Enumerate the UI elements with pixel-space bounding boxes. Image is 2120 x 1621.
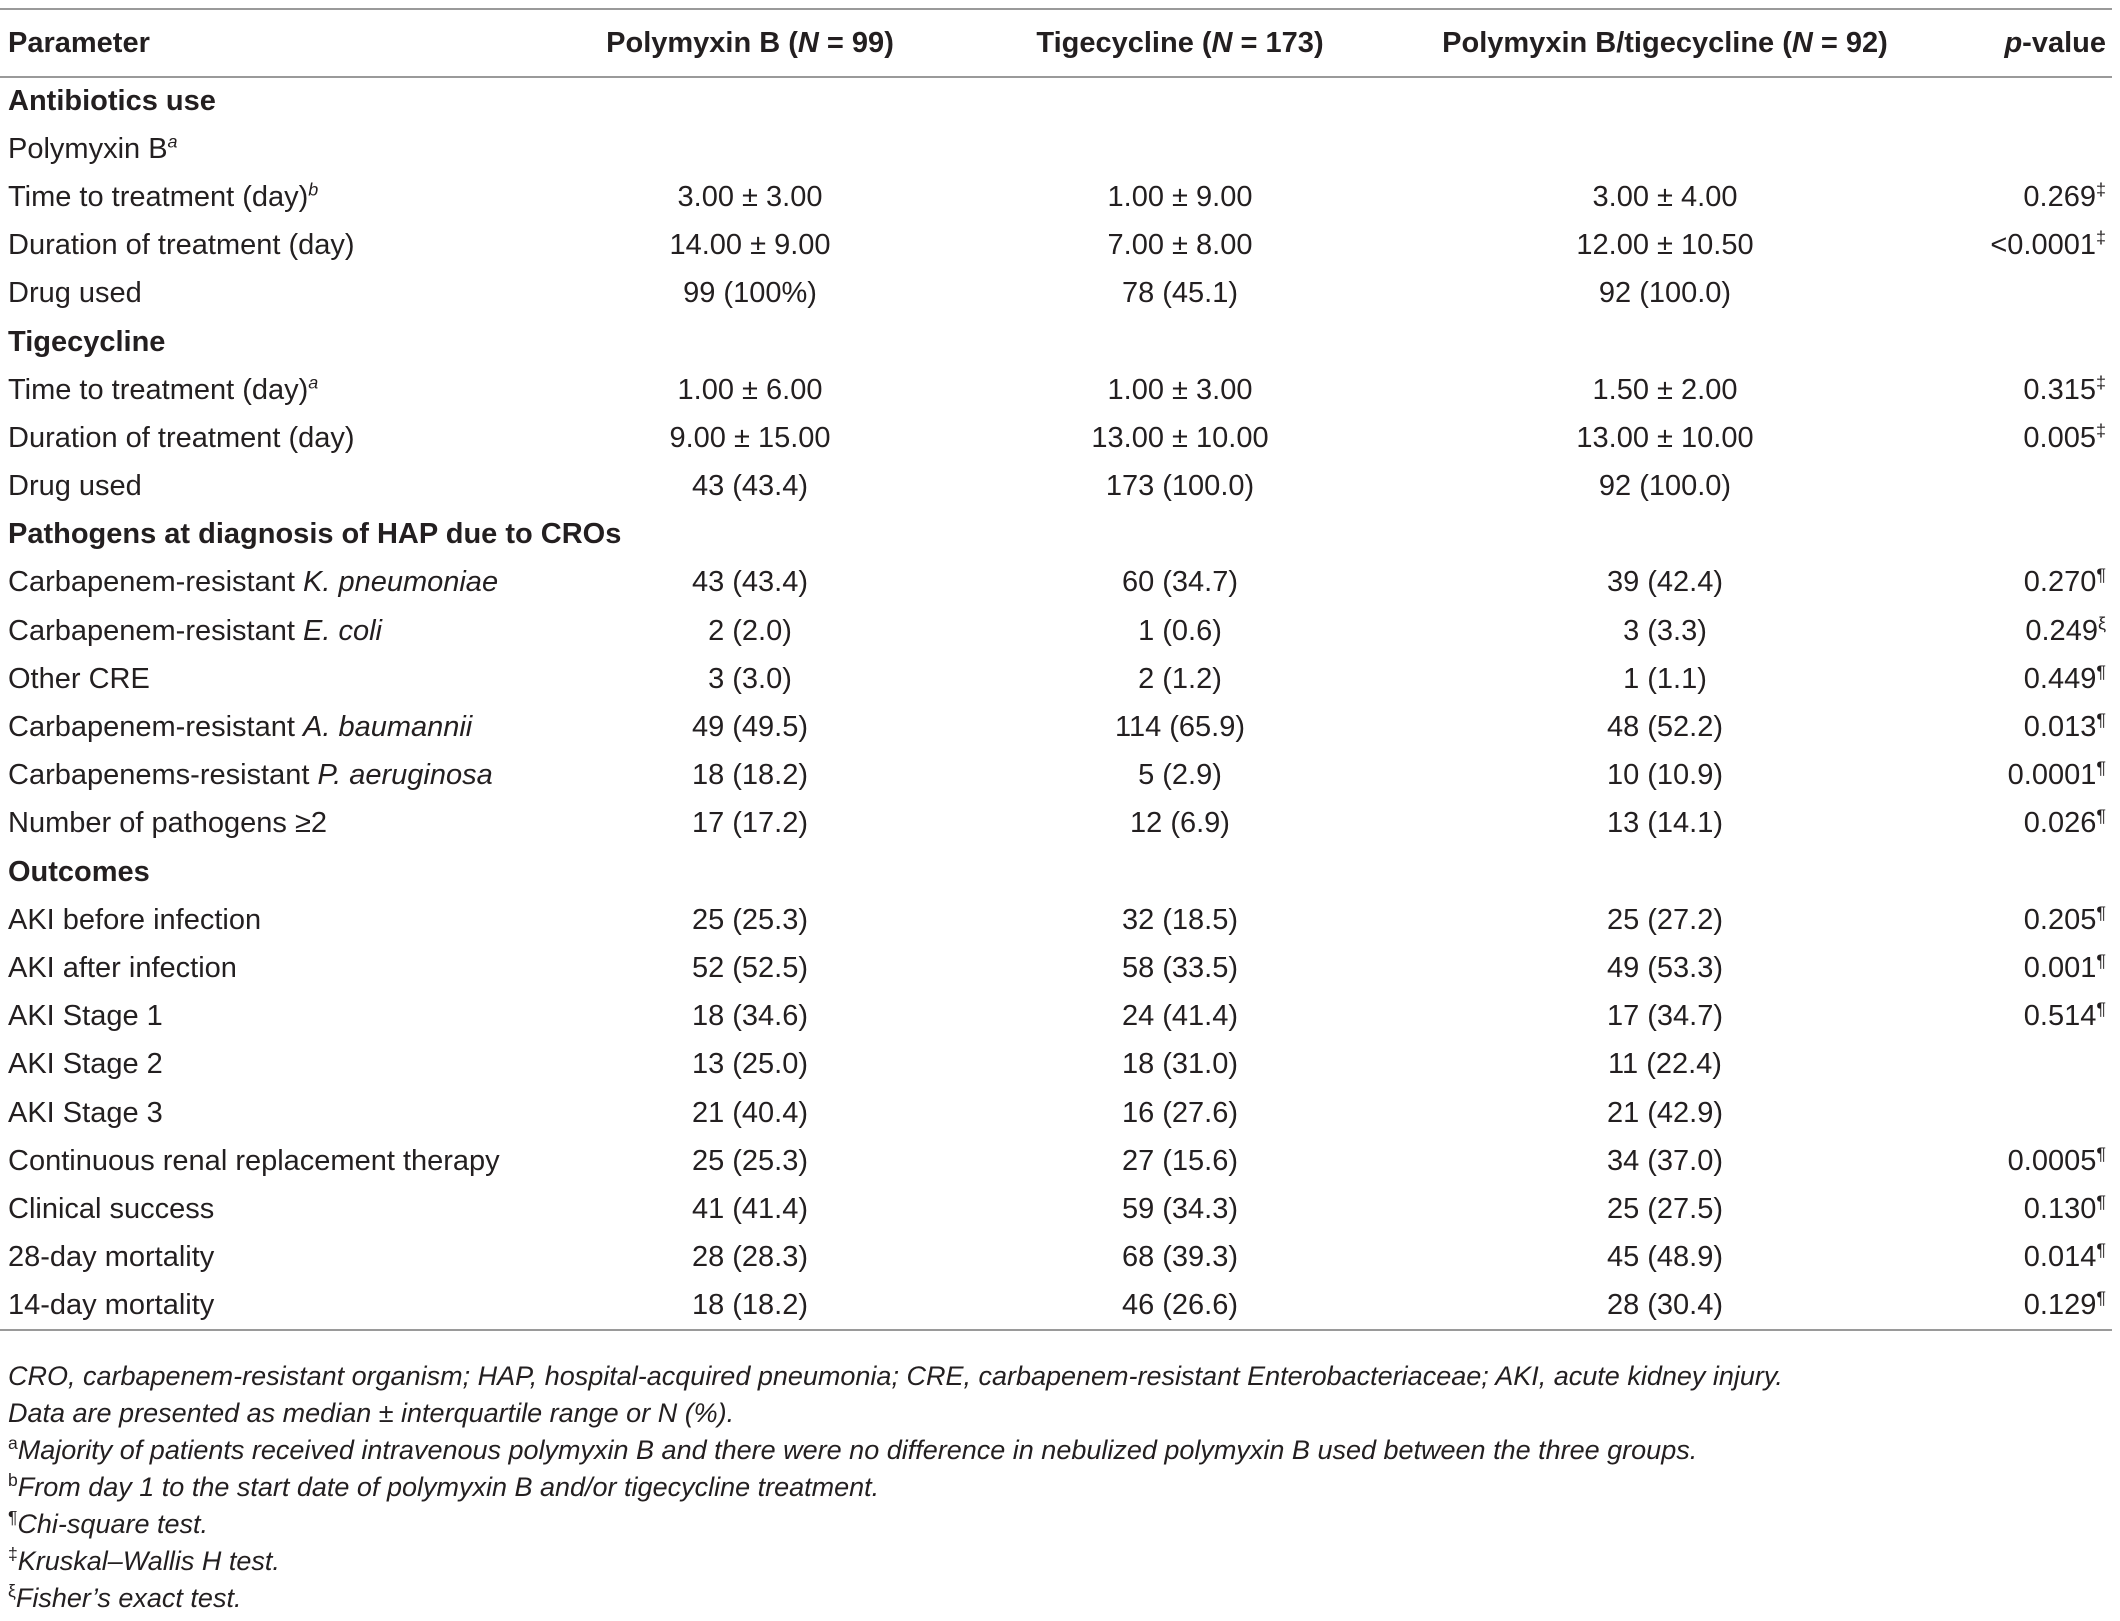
- test-marker: ¶: [2096, 1143, 2106, 1164]
- footnote-marker: a: [167, 131, 178, 152]
- parameter-label: Time to treatment (day): [8, 180, 309, 213]
- header-row: [0, 9, 2112, 77]
- footnote-abbreviations: CRO, carbapenem-resistant organism; HAP, hospital-acquired pneumonia; CRE, carbapenem-resistant Enterobacteriaceae; AKI, acute kidney injury.: [8, 1361, 1783, 1391]
- header-p-rest: -value: [2022, 26, 2106, 59]
- p-value-cell: [1910, 173, 2112, 221]
- combination-value: 1.50 ± 2.00: [1592, 373, 1738, 406]
- footnote-data-note: Data are presented as median ± interquartile range or N (%).: [8, 1398, 735, 1428]
- parameter-label: AKI before infection: [8, 903, 262, 936]
- p-value: 0.001: [2023, 951, 2097, 984]
- table-row: [0, 1041, 2112, 1089]
- parameter-label: AKI Stage 2: [8, 1048, 163, 1081]
- table-row: [0, 1185, 2112, 1233]
- p-value-cell: [1910, 77, 2112, 125]
- parameter-label: AKI Stage 3: [8, 1096, 163, 1129]
- parameter-label: Outcomes: [8, 855, 150, 888]
- p-value-cell: [1910, 222, 2112, 270]
- combination-value: [1420, 848, 1910, 896]
- table-row: [0, 607, 2112, 655]
- parameter-cell: [0, 125, 560, 173]
- footnote-pilcrow-text: Chi-square test.: [17, 1509, 209, 1539]
- p-value: 0.514: [2023, 1000, 2097, 1033]
- test-marker: ¶: [2096, 950, 2106, 971]
- table-row: [0, 655, 2112, 703]
- polymyxin-b-value: 14.00 ± 9.00: [669, 229, 831, 262]
- parameter-label: Clinical success: [8, 1192, 215, 1225]
- parameter-label: Antibiotics use: [8, 85, 216, 118]
- parameter-label: AKI after infection: [8, 951, 237, 984]
- tigecycline-value: 1 (0.6): [1138, 614, 1222, 647]
- parameter-cell: [0, 173, 560, 221]
- combination-value: 17 (34.7): [1606, 1000, 1724, 1033]
- combination-value: 49 (53.3): [1606, 951, 1724, 984]
- parameter-label: Carbapenems-resistant: [8, 759, 318, 792]
- p-value-cell: [1910, 703, 2112, 751]
- footnote-dagger: [8, 1543, 2108, 1580]
- footnote-xi-text: Fisher’s exact test.: [15, 1583, 242, 1613]
- combination-value: 34 (37.0): [1606, 1144, 1724, 1177]
- footnote-a: [8, 1432, 2108, 1469]
- p-value: <0.0001: [1990, 229, 2096, 262]
- parameter-label: AKI Stage 1: [8, 1000, 163, 1033]
- table-row: [0, 463, 2112, 511]
- test-marker: ‡: [2096, 420, 2106, 441]
- footnote-marker: a: [308, 372, 319, 393]
- header-combination-n: N: [1791, 26, 1813, 59]
- table-row: [0, 752, 2112, 800]
- tigecycline-value: 13.00 ± 10.00: [1091, 421, 1269, 454]
- test-marker: ‡: [2096, 372, 2106, 393]
- test-marker: ¶: [2096, 1287, 2106, 1308]
- p-value: 0.129: [2023, 1288, 2097, 1321]
- combination-value: 13 (14.1): [1606, 807, 1724, 840]
- table-row: [0, 896, 2112, 944]
- p-value-cell: [1910, 559, 2112, 607]
- test-marker: ¶: [2096, 709, 2106, 730]
- parameter-cell: [0, 1234, 560, 1282]
- combination-value: 48 (52.2): [1606, 711, 1724, 744]
- combination-value: 28 (30.4): [1420, 1282, 1910, 1330]
- p-value: 0.005: [2023, 421, 2096, 454]
- p-value-cell: [1910, 366, 2112, 414]
- p-value: 0.013: [2023, 711, 2097, 744]
- polymyxin-b-value: 3 (3.0): [708, 662, 792, 695]
- tigecycline-value: 114 (65.9): [1114, 711, 1246, 744]
- combination-value: [1420, 511, 1910, 559]
- tigecycline-value: 12 (6.9): [1130, 807, 1230, 840]
- combination-value: [1420, 77, 1910, 125]
- section-heading: [0, 848, 560, 896]
- polymyxin-b-value: [560, 125, 940, 173]
- p-value: 0.0001: [2007, 759, 2097, 792]
- test-marker: ¶: [2096, 661, 2106, 682]
- p-value-cell: [1910, 1089, 2112, 1137]
- header-polymyxin-b-name: Polymyxin B: [606, 26, 781, 59]
- parameter-label: Duration of treatment (day): [8, 229, 355, 262]
- parameter-cell: [0, 463, 560, 511]
- parameter-cell: [0, 1185, 560, 1233]
- footnote-pilcrow: [8, 1506, 2108, 1543]
- tigecycline-value: 46 (26.6): [940, 1282, 1420, 1330]
- p-value: 0.269: [2023, 180, 2096, 213]
- parameter-label: Time to treatment (day): [8, 373, 309, 406]
- tigecycline-value: 32 (18.5): [1121, 903, 1239, 936]
- results-table: [0, 8, 2112, 1331]
- table-row: [0, 944, 2112, 992]
- parameter-label: Number of pathogens ≥2: [8, 807, 327, 840]
- table-row: [0, 848, 2112, 896]
- test-marker: ξ: [2097, 613, 2106, 633]
- combination-value: [1420, 125, 1910, 173]
- parameter-cell: [0, 270, 560, 318]
- p-value: 0.205: [2023, 903, 2097, 936]
- polymyxin-b-value: 43 (43.4): [691, 566, 809, 599]
- parameter-label: Carbapenem-resistant: [8, 711, 303, 744]
- header-tigecycline: Tigecycline (N = 173): [940, 9, 1420, 77]
- parameter-label: Other CRE: [8, 662, 150, 695]
- combination-value: 25 (27.5): [1606, 1192, 1724, 1225]
- p-value: 0.0005: [2007, 1144, 2097, 1177]
- tigecycline-value: 60 (34.7): [1121, 566, 1239, 599]
- polymyxin-b-value: [560, 318, 940, 366]
- organism-name: K. pneumoniae: [302, 566, 499, 599]
- tigecycline-value: 7.00 ± 8.00: [1107, 229, 1253, 262]
- footnote-b-mark: b: [8, 1470, 18, 1490]
- tigecycline-value: [940, 318, 1420, 366]
- polymyxin-b-value: 2 (2.0): [708, 614, 792, 647]
- parameter-cell: [0, 1137, 560, 1185]
- p-value-cell: [1910, 125, 2112, 173]
- p-value-cell: [1910, 1041, 2112, 1089]
- parameter-cell: [0, 655, 560, 703]
- test-marker: ¶: [2096, 1239, 2106, 1260]
- parameter-cell: [0, 944, 560, 992]
- combination-value: 21 (42.9): [1606, 1096, 1724, 1129]
- organism-name: P. aeruginosa: [317, 759, 493, 792]
- table-row: [0, 1282, 2112, 1330]
- polymyxin-b-value: [560, 77, 940, 125]
- combination-value: 1 (1.1): [1623, 662, 1707, 695]
- p-value: 0.014: [2023, 1241, 2097, 1274]
- parameter-cell: [0, 1282, 560, 1330]
- footnote-pilcrow-mark: ¶: [8, 1507, 18, 1527]
- parameter-label: Drug used: [8, 470, 142, 503]
- parameter-cell: [0, 222, 560, 270]
- table-row: [0, 318, 2112, 366]
- parameter-cell: [0, 607, 560, 655]
- p-value: 0.270: [2023, 566, 2097, 599]
- polymyxin-b-value: 1.00 ± 6.00: [677, 373, 823, 406]
- parameter-cell: [0, 703, 560, 751]
- parameter-label: Tigecycline: [8, 325, 166, 358]
- parameter-cell: [0, 366, 560, 414]
- polymyxin-b-value: 25 (25.3): [691, 1144, 809, 1177]
- p-value-cell: [1910, 944, 2112, 992]
- polymyxin-b-value: 13 (25.0): [691, 1048, 809, 1081]
- tigecycline-value: 27 (15.6): [1121, 1144, 1239, 1177]
- header-parameter: Parameter: [0, 9, 560, 77]
- p-value-cell: [1910, 1185, 2112, 1233]
- section-heading: [0, 77, 560, 125]
- test-marker: ‡: [2096, 179, 2106, 200]
- footnote-b: [8, 1469, 2108, 1506]
- header-combination-name: Polymyxin B/tigecycline: [1442, 26, 1775, 59]
- organism-name: E. coli: [302, 614, 382, 647]
- polymyxin-b-value: 3.00 ± 3.00: [677, 180, 823, 213]
- combination-value: 39 (42.4): [1606, 566, 1724, 599]
- parameter-cell: [0, 1041, 560, 1089]
- polymyxin-b-value: 17 (17.2): [691, 807, 809, 840]
- test-marker: ¶: [2096, 1191, 2106, 1212]
- polymyxin-b-value: [560, 848, 940, 896]
- table-row: [0, 222, 2112, 270]
- header-tigecycline-n: N: [1211, 26, 1233, 59]
- parameter-label: Duration of treatment (day): [8, 421, 355, 454]
- section-heading: [0, 318, 560, 366]
- table-row: [0, 414, 2112, 462]
- header-polymyxin-b: Polymyxin B (N = 99): [560, 9, 940, 77]
- footnote-a-mark: a: [8, 1433, 18, 1453]
- parameter-label: Pathogens at diagnosis of HAP due to CROs: [8, 518, 622, 551]
- p-value-cell: [1910, 993, 2112, 1041]
- header-combination-n-value: = 92: [1812, 26, 1879, 59]
- p-value-cell: [1910, 1234, 2112, 1282]
- table-row: [0, 1089, 2112, 1137]
- table-row: [0, 559, 2112, 607]
- table-row: [0, 125, 2112, 173]
- footnote-xi: [8, 1580, 2108, 1617]
- polymyxin-b-value: 49 (49.5): [691, 711, 809, 744]
- table-row: [0, 703, 2112, 751]
- footnote-dagger-mark: ‡: [8, 1544, 18, 1564]
- polymyxin-b-value: 25 (25.3): [691, 903, 809, 936]
- table-row: [0, 173, 2112, 221]
- combination-value: [1420, 318, 1910, 366]
- polymyxin-b-value: 18 (34.6): [691, 1000, 809, 1033]
- header-p-italic: p: [2004, 26, 2023, 59]
- combination-value: 3.00 ± 4.00: [1592, 180, 1738, 213]
- table-row: [0, 366, 2112, 414]
- tigecycline-value: [940, 511, 1420, 559]
- parameter-cell: [0, 752, 560, 800]
- polymyxin-b-value: 41 (41.4): [691, 1192, 809, 1225]
- footnote-marker: b: [308, 179, 319, 200]
- combination-value: 25 (27.2): [1606, 903, 1724, 936]
- test-marker: ¶: [2096, 805, 2106, 826]
- test-marker: ¶: [2096, 757, 2106, 778]
- parameter-label: Drug used: [8, 277, 142, 310]
- parameter-cell: [0, 896, 560, 944]
- p-value-cell: [1910, 414, 2112, 462]
- table-row: [0, 1234, 2112, 1282]
- test-marker: ‡: [2096, 227, 2106, 248]
- parameter-cell: [0, 559, 560, 607]
- p-value-cell: [1910, 270, 2112, 318]
- polymyxin-b-value: 43 (43.4): [691, 470, 809, 503]
- p-value-cell: [1910, 752, 2112, 800]
- header-p-value: [1910, 9, 2112, 77]
- parameter-label: Carbapenem-resistant: [8, 566, 303, 599]
- parameter-label: Polymyxin B: [8, 132, 168, 165]
- header-combination: Polymyxin B/tigecycline (N = 92): [1420, 9, 1910, 77]
- p-value-cell: [1910, 1282, 2112, 1330]
- tigecycline-value: 18 (31.0): [1121, 1048, 1239, 1081]
- table-row: [0, 77, 2112, 125]
- table-body: [0, 77, 2112, 1330]
- test-marker: ¶: [2096, 902, 2106, 923]
- p-value: 0.449: [2023, 662, 2097, 695]
- table-row: [0, 993, 2112, 1041]
- table-row: [0, 511, 2112, 559]
- polymyxin-b-value: 9.00 ± 15.00: [669, 421, 831, 454]
- p-value-cell: [1910, 896, 2112, 944]
- tigecycline-value: 24 (41.4): [1121, 1000, 1239, 1033]
- tigecycline-value: 16 (27.6): [1121, 1096, 1239, 1129]
- tigecycline-value: 173 (100.0): [1105, 470, 1255, 503]
- table-row: [0, 800, 2112, 848]
- parameter-cell: [0, 800, 560, 848]
- table-row: [0, 270, 2112, 318]
- parameter-label: Carbapenem-resistant: [8, 614, 303, 647]
- footnote-dagger-text: Kruskal–Wallis H test.: [17, 1546, 280, 1576]
- parameter-cell: [0, 993, 560, 1041]
- tigecycline-value: 1.00 ± 3.00: [1107, 373, 1253, 406]
- p-value: 0.249: [2025, 614, 2098, 647]
- p-value: 0.026: [2023, 807, 2097, 840]
- tigecycline-value: 5 (2.9): [1138, 759, 1222, 792]
- tigecycline-value: 58 (33.5): [1121, 951, 1239, 984]
- p-value-cell: [1910, 318, 2112, 366]
- combination-value: 92 (100.0): [1598, 277, 1732, 310]
- p-value-cell: [1910, 511, 2112, 559]
- section-heading: [0, 511, 622, 559]
- combination-value: 92 (100.0): [1598, 470, 1732, 503]
- tigecycline-value: [940, 77, 1420, 125]
- footnote-b-text: From day 1 to the start date of polymyxin B and/or tigecycline treatment.: [17, 1472, 880, 1502]
- parameter-label: 14-day mortality: [8, 1288, 215, 1321]
- p-value-cell: [1910, 463, 2112, 511]
- combination-value: 45 (48.9): [1606, 1241, 1724, 1274]
- test-marker: ¶: [2096, 564, 2106, 585]
- polymyxin-b-value: 28 (28.3): [691, 1241, 809, 1274]
- table-row: [0, 1137, 2112, 1185]
- polymyxin-b-value: 21 (40.4): [691, 1096, 809, 1129]
- combination-value: 13.00 ± 10.00: [1576, 421, 1754, 454]
- tigecycline-value: 1.00 ± 9.00: [1107, 180, 1253, 213]
- header-polymyxin-b-n-value: = 99: [818, 26, 885, 59]
- p-value: 0.315: [2023, 373, 2096, 406]
- parameter-cell: [0, 414, 560, 462]
- tigecycline-value: 68 (39.3): [1121, 1241, 1239, 1274]
- polymyxin-b-value: 18 (18.2): [560, 1282, 940, 1330]
- p-value-cell: [1910, 1137, 2112, 1185]
- polymyxin-b-value: 18 (18.2): [691, 759, 809, 792]
- p-value-cell: [1910, 848, 2112, 896]
- tigecycline-value: 2 (1.2): [1138, 662, 1222, 695]
- header-polymyxin-b-n: N: [797, 26, 819, 59]
- p-value-cell: [1910, 655, 2112, 703]
- combination-value: 11 (22.4): [1608, 1048, 1722, 1081]
- p-value: 0.130: [2023, 1192, 2097, 1225]
- footnote-a-text: Majority of patients received intravenous polymyxin B and there were no difference in nebulized polymyxin B used between the three groups.: [17, 1435, 1698, 1465]
- footnote-xi-mark: ξ: [8, 1581, 16, 1601]
- combination-value: 10 (10.9): [1606, 759, 1724, 792]
- combination-value: 3 (3.3): [1623, 614, 1707, 647]
- parameter-cell: [0, 1089, 560, 1137]
- combination-value: 12.00 ± 10.50: [1576, 229, 1754, 262]
- organism-name: A. baumannii: [302, 711, 473, 744]
- p-value-cell: [1910, 800, 2112, 848]
- header-tigecycline-name: Tigecycline: [1036, 26, 1194, 59]
- tigecycline-value: [940, 848, 1420, 896]
- polymyxin-b-value: 99 (100%): [683, 277, 817, 310]
- parameter-label: 28-day mortality: [8, 1241, 215, 1274]
- p-value-cell: [1910, 607, 2112, 655]
- table-footnotes: [8, 1358, 2108, 1617]
- header-tigecycline-n-value: = 173: [1232, 26, 1314, 59]
- table-header: [0, 9, 2112, 77]
- tigecycline-value: 78 (45.1): [1121, 277, 1239, 310]
- polymyxin-b-value: 52 (52.5): [691, 951, 809, 984]
- test-marker: ¶: [2096, 998, 2106, 1019]
- tigecycline-value: 59 (34.3): [1121, 1192, 1239, 1225]
- parameter-label: Continuous renal replacement therapy: [8, 1144, 500, 1177]
- tigecycline-value: [940, 125, 1420, 173]
